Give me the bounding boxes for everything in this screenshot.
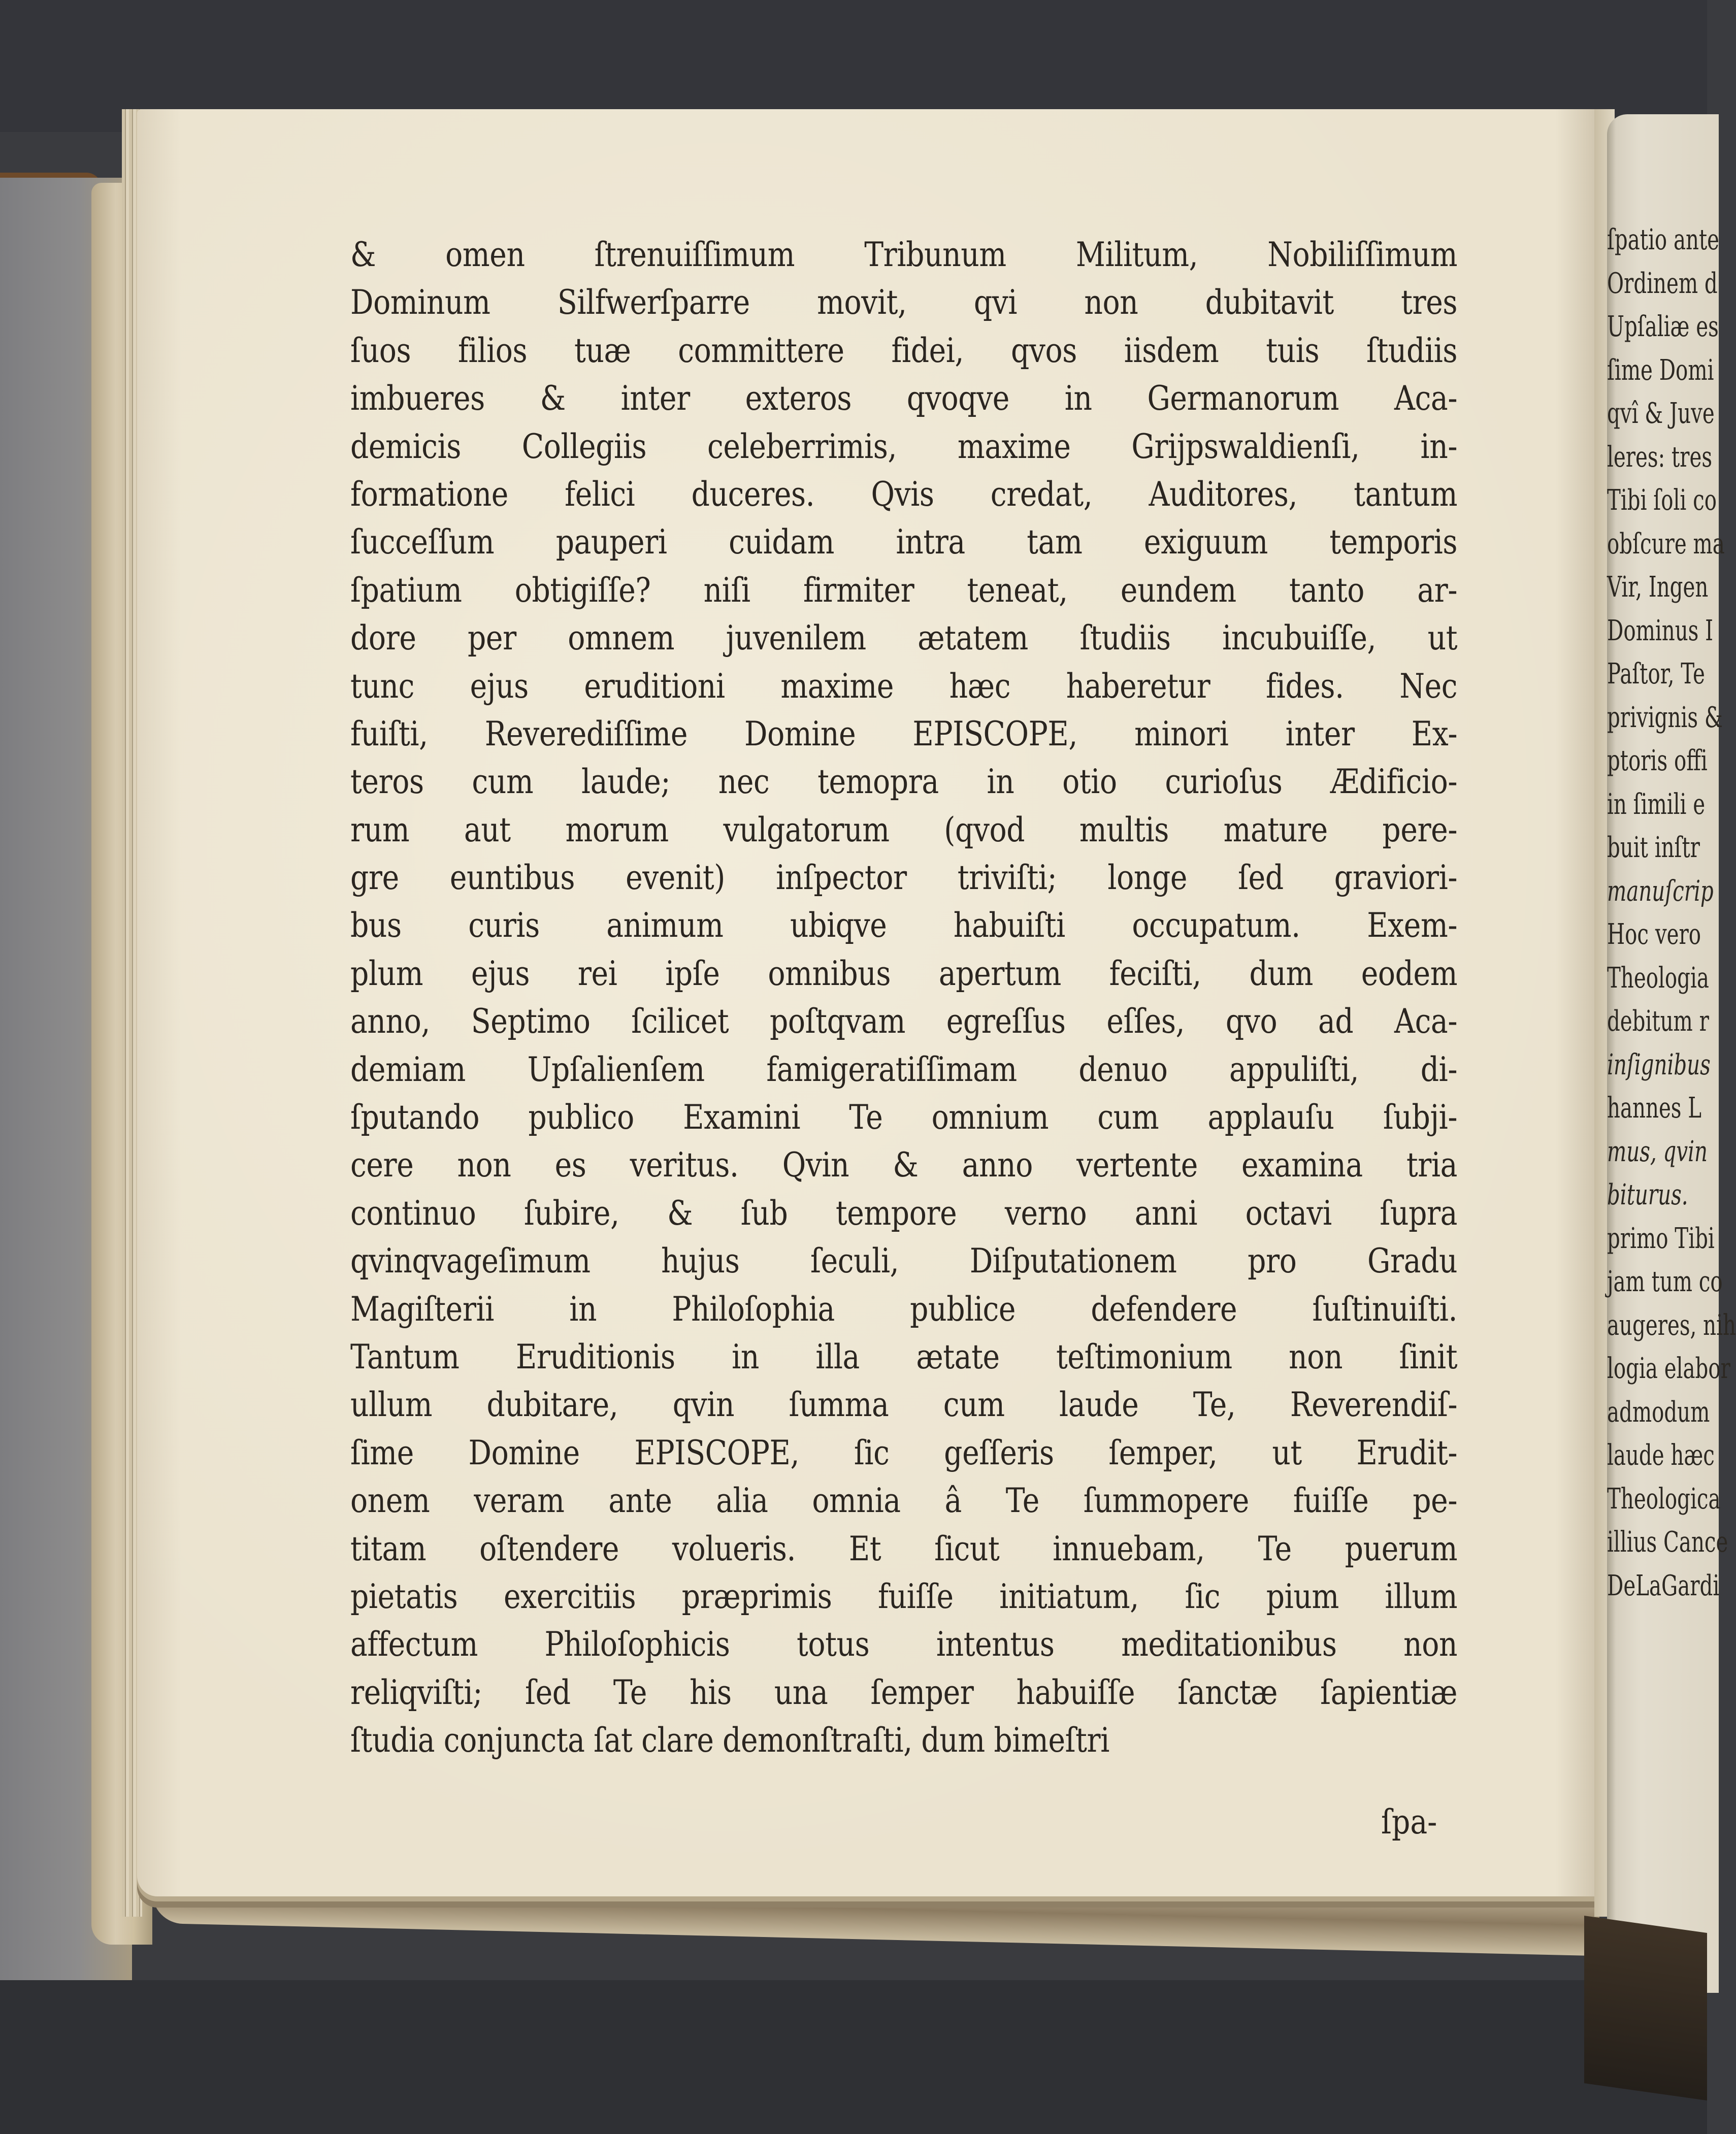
facing-line: debitum r	[1607, 1005, 1709, 1038]
facing-line: Paſtor, Te	[1607, 658, 1705, 691]
text-line: qvinqvageſimum hujus ſeculi, Diſputationem pro Gradu	[350, 1241, 1458, 1281]
facing-line: augeres, nih	[1607, 1308, 1736, 1342]
text-line: Dominum Silfwerſparre movit, qvi non dubitavit tres	[350, 283, 1458, 322]
facing-line: obſcure ma	[1607, 527, 1725, 561]
text-line: titam oſtendere volueris. Et ſicut innuebam, Te puerum	[350, 1529, 1458, 1568]
text-line: ſuos filios tuæ committere fidei, qvos iisdem tuis ſtudiis	[350, 331, 1458, 370]
facing-line: Hoc vero	[1607, 918, 1701, 951]
facing-line: mus, qvin	[1607, 1135, 1708, 1168]
text-line: ſucceſſum pauperi cuidam intra tam exiguum temporis	[350, 522, 1458, 562]
background-bottom	[0, 1980, 1707, 2134]
facing-line: inſignibus	[1607, 1048, 1711, 1081]
text-line: ſpatium obtigiſſe? niſi firmiter teneat, eundem tanto ar-	[350, 570, 1458, 610]
facing-line: Ordinem d	[1607, 267, 1718, 300]
text-line: reliqviſti; ſed Te his una ſemper habuiſſe ſanctæ ſapientiæ	[350, 1672, 1458, 1712]
facing-line: admodum	[1607, 1395, 1710, 1429]
text-line: pietatis exercitiis præprimis fuiſſe initiatum, ſic pium illum	[350, 1577, 1458, 1616]
text-line: affectum Philoſophicis totus intentus meditationibus non	[350, 1625, 1458, 1664]
facing-line: privignis &	[1607, 701, 1723, 734]
facing-line: leres: tres	[1607, 440, 1713, 474]
text-line: dore per omnem juvenilem ætatem ſtudiis incubuiſſe, ut	[350, 618, 1458, 658]
facing-line: buit inſtr	[1607, 831, 1700, 864]
facing-page-text	[1607, 218, 1736, 1607]
facing-line: Tibi ſoli co	[1607, 484, 1717, 517]
text-line: demicis Collegiis celeberrimis, maxime Grijpswaldienſi, in-	[350, 426, 1458, 466]
book-cover-bottom-right	[1584, 1916, 1707, 2100]
facing-line: Vir, Ingen	[1607, 571, 1709, 604]
text-line: imbueres & inter exteros qvoqve in Germanorum Aca-	[350, 379, 1458, 418]
facing-line: primo Tibi	[1607, 1222, 1715, 1255]
text-line: Tantum Eruditionis in illa ætate teſtimonium non ſinit	[350, 1337, 1458, 1376]
facing-line: qvî & Juve	[1607, 397, 1715, 430]
facing-line: biturus.	[1607, 1178, 1688, 1211]
facing-line: ſpatio ante	[1607, 223, 1720, 256]
facing-line: Dominus I	[1607, 614, 1714, 647]
facing-line: laude hæc	[1607, 1439, 1715, 1472]
text-line: ſtudia conjuncta ſat clare demonſtraſti, dum bimeſtri	[350, 1721, 1109, 1760]
main-page-text	[350, 231, 1457, 1765]
facing-line: manuſcrip	[1607, 874, 1714, 908]
facing-line: ſime Domi	[1607, 353, 1714, 387]
facing-line: in ſimili e	[1607, 787, 1706, 821]
text-line: teros cum laude; nec temopra in otio curioſus Ædificio-	[350, 762, 1458, 802]
text-line: cere non es veritus. Qvin & anno vertente examina tria	[350, 1145, 1458, 1185]
text-line: formatione felici duceres. Qvis credat, Auditores, tantum	[350, 474, 1458, 514]
facing-line: logia elabor	[1607, 1352, 1730, 1385]
text-line: demiam Upſalienſem famigeratiſſimam denuo appuliſti, di-	[350, 1049, 1458, 1089]
text-line: plum ejus rei ipſe omnibus apertum feciſti, dum eodem	[350, 954, 1458, 993]
text-line: bus curis animum ubiqve habuiſti occupatum. Exem-	[350, 906, 1458, 945]
text-line: ſime Domine EPISCOPE, ſic geſſeris ſemper, ut Erudit-	[350, 1433, 1458, 1472]
text-line: ullum dubitare, qvin ſumma cum laude Te, Reverendiſ-	[350, 1385, 1458, 1425]
text-line: rum aut morum vulgatorum (qvod multis mature pere-	[350, 810, 1458, 849]
text-line: tunc ejus eruditioni maxime hæc haberetur fides. Nec	[350, 666, 1458, 706]
catchword: ſpa-	[1381, 1802, 1437, 1842]
text-line: anno, Septimo ſcilicet poſtqvam egreſſus eſſes, qvo ad Aca-	[350, 1002, 1458, 1041]
facing-line: jam tum co	[1607, 1265, 1723, 1298]
facing-line: illius Cance	[1607, 1526, 1728, 1559]
facing-line: Theologia	[1607, 961, 1709, 995]
text-line: & omen ſtrenuiſſimum Tribunum Militum, Nobiliſſimum	[350, 235, 1458, 274]
facing-line: hannes L	[1607, 1092, 1702, 1125]
text-line: continuo ſubire, & ſub tempore verno anni octavi ſupra	[350, 1193, 1458, 1233]
facing-line: DeLaGardi	[1607, 1569, 1720, 1602]
text-line: gre euntibus evenit) inſpector triviſti; longe ſed graviori-	[350, 858, 1458, 898]
text-line: ſputando publico Examini Te omnium cum applauſu ſubji-	[350, 1098, 1458, 1137]
facing-line: Theologica	[1607, 1482, 1721, 1516]
text-line: Magiſterii in Philoſophia publice defendere ſuſtinuiſti.	[350, 1289, 1458, 1329]
facing-line: Upſaliæ es	[1607, 310, 1719, 343]
text-line: onem veram ante alia omnia â Te ſummopere fuiſſe pe-	[350, 1481, 1458, 1521]
text-line: fuiſti, Reverediſſime Domine EPISCOPE, minori inter Ex-	[350, 714, 1458, 753]
facing-line: ptoris offi	[1607, 744, 1708, 777]
